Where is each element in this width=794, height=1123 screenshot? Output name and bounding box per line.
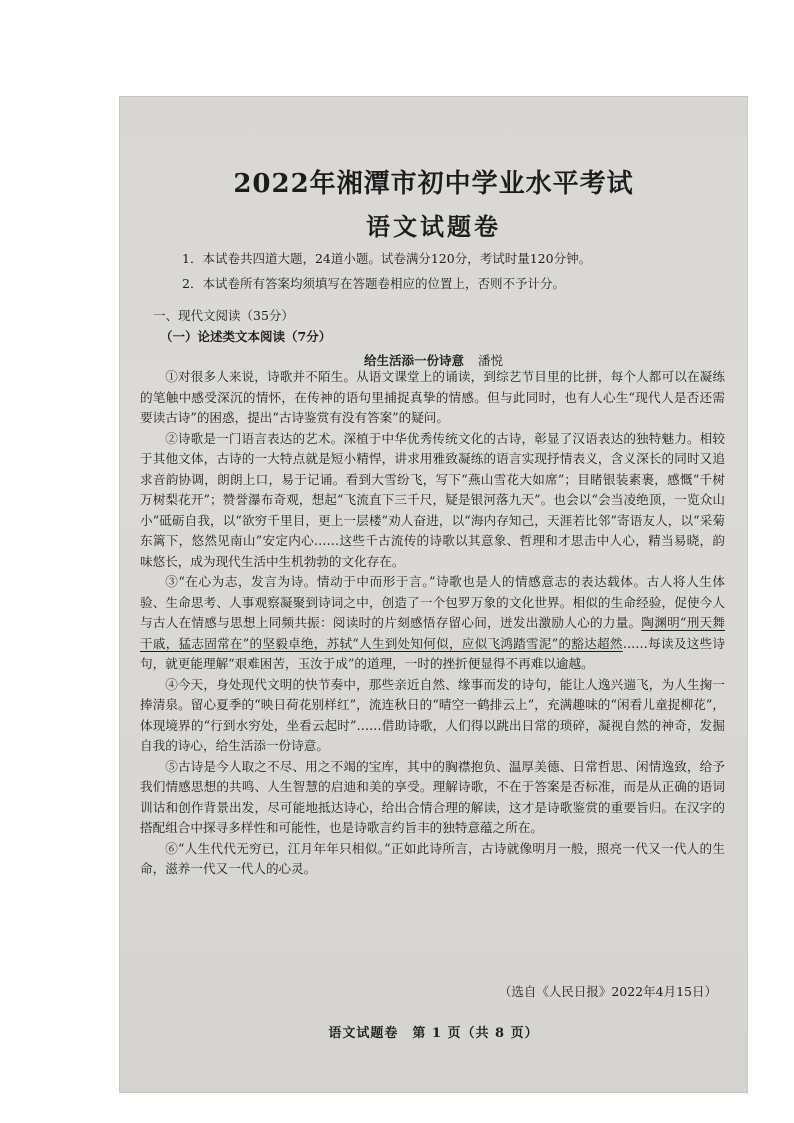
article-title: 给生活添一份诗意 — [363, 353, 464, 368]
paragraph-5: ⑤古诗是今人取之不尽、用之不竭的宝库，其中的胸襟抱负、温厚美德、日常哲思、闲情逸致，给予我们情感思想的共鸣、人生智慧的启迪和美的享受。理解诗歌，不在于答案是否标准，而是从正确的语词训诂和创作背景出发，尽可能地抵达诗心，给出合情合理的解读，这才是诗歌鉴赏的重要旨归。在汉字的搭配组合中探寻多样性和可能性，也是诗歌言约旨丰的独特意蕴之所在。 — [140, 758, 725, 835]
paragraph-3-intro: ③“在心为志，发言为诗。情动于中而形于言。”诗歌也是人的情感意志的表达载体。古人将人生体验、生命思考、人事观察凝聚到诗词之中，创造了一个包罗万象的文化世界。相似的生命经验，促使今人与古人在情感与思想上同频共振：阅读时的片刻感悟存留心间，迸发出激励人心的力量。 — [140, 574, 725, 630]
article-body — [140, 367, 725, 880]
instruction-note-1: 1．本试卷共四道大题，24道小题。试卷满分120分，考试时量120分钟。 — [182, 251, 592, 266]
paragraph-6: ⑥“人生代代无穷已，江月年年只相似。”正如此诗所言，古诗就像明月一般，照亮一代又一代人的生命，滋养一代又一代人的心灵。 — [140, 840, 725, 876]
page-footer: 语文试题卷 第 1 页（共 8 页） — [328, 1026, 539, 1041]
instruction-note-2: 2．本试卷所有答案均须填写在答题卷相应的位置上，否则不予计分。 — [182, 276, 565, 291]
section-heading: 一、现代文阅读（35分） — [153, 308, 294, 323]
paragraph-3 — [140, 572, 725, 675]
exam-title: 2022年湘潭市初中学业水平考试 — [233, 169, 634, 199]
article-author: 潘悦 — [478, 353, 504, 368]
subsection-heading: （一）论述类文本阅读（7分） — [160, 329, 332, 344]
paragraph-2: ②诗歌是一门语言表达的艺术。深植于中华优秀传统文化的古诗，彰显了汉语表达的独特魅力。相较于其他文体，古诗的一大特点就是短小精悍，讲求用雅致凝练的语言实现抒情表义，含义深长的同时又追求音韵协调，朗朗上口，易于记诵。看到大雪纷飞，写下“燕山雪花大如席”；目睹银装素裹，感慨“千树万树梨花开”；赞誉瀑布奇观，想起“飞流直下三千尺，疑是银河落九天”。也会以“会当凌绝顶，一览众山小”砥砺自我，以“欲穷千里目，更上一层楼”劝人奋进，以“海内存知己，天涯若比邻”寄语友人，以“采菊东篱下，悠然见南山”安定内心……这些千古流传的诗歌以其意象、哲理和才思击中人心，精当易晓，韵味悠长，成为现代生活中生机勃勃的文化存在。 — [140, 430, 725, 569]
paragraph-3-end: ……每读及这些诗句，就更能理解“艰难困苦，玉汝于成”的道理，一时的挫折便显得不再难以逾越。 — [140, 635, 725, 671]
exam-subtitle: 语文试题卷 — [366, 212, 501, 241]
article-source: （选自《人民日报》2022年4月15日） — [498, 984, 717, 999]
paragraph-4: ④今天，身处现代文明的快节奏中，那些亲近自然、缘事而发的诗句，能让人逸兴遄飞，为人生掬一捧清泉。留心夏季的“映日荷花别样红”，流连秋日的“晴空一鹤排云上”，充满趣味的“闲看儿童捉柳花”，体现境界的“行到水穷处，坐看云起时”……借助诗歌，人们得以跳出日常的琐碎，凝视自然的神奇，发掘自我的诗心，给生活添一份诗意。 — [140, 676, 725, 753]
paragraph-1: ①对很多人来说，诗歌并不陌生。从语文课堂上的诵读，到综艺节目里的比拼，每个人都可以在凝练的笔触中感受深沉的情怀，在传神的语句里捕捉真挚的情感。但与此同时，也有人心生“现代人是否还需要读古诗”的困惑，提出“古诗鉴赏有没有答案”的疑问。 — [140, 369, 725, 425]
exam-paper — [120, 97, 747, 1092]
paragraph-3-underlined: 陶渊明“刑天舞干戚，猛志固常在”的坚毅卓绝，苏轼“人生到处知何似，应似飞鸿踏雪泥”的豁达超然 — [140, 615, 726, 651]
